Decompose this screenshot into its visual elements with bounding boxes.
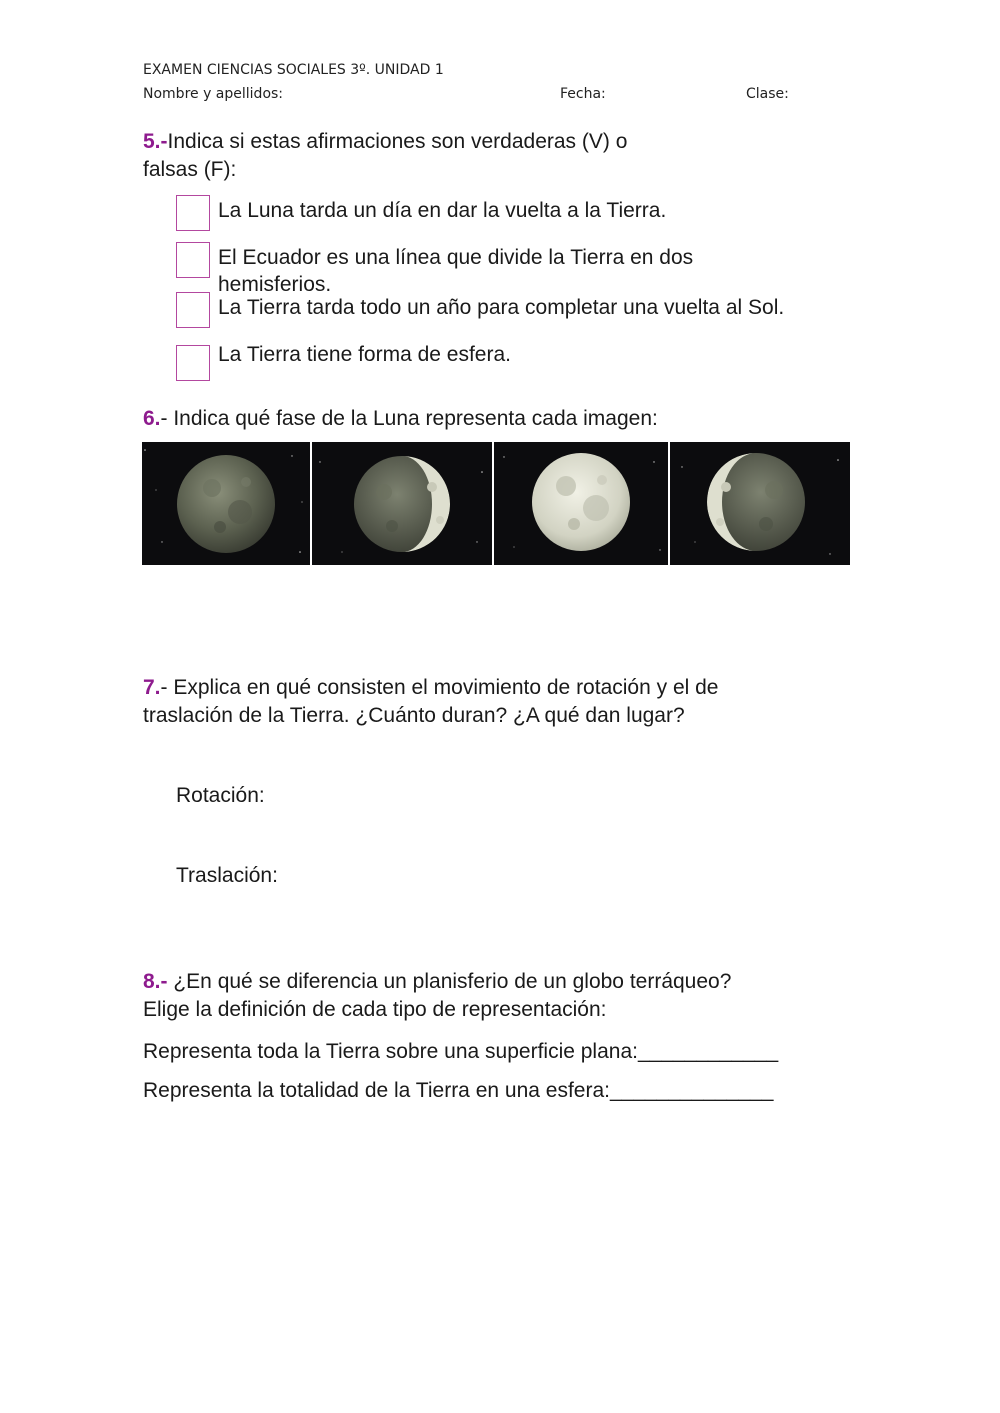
- answer-box[interactable]: [176, 195, 210, 231]
- statement-text: La Luna tarda un día en dar la vuelta a la Tierra.: [218, 199, 667, 222]
- statement-row: [176, 242, 858, 298]
- question-5-number: 5.-: [143, 130, 168, 153]
- class-label: Clase:: [746, 86, 789, 102]
- question-8: [143, 968, 903, 1024]
- question-7: [143, 674, 903, 730]
- question-7-text-line1: - Explica en qué consisten el movimiento de rotación y el de: [160, 676, 719, 699]
- question-6: [143, 405, 863, 433]
- answer-box[interactable]: [176, 242, 210, 278]
- answer-box[interactable]: [176, 345, 210, 381]
- statement-text: La Tierra tiene forma de esfera.: [218, 343, 511, 366]
- question-5-text-line2: falsas (F):: [143, 158, 237, 181]
- answer-box[interactable]: [176, 292, 210, 328]
- new-moon-image: [142, 442, 310, 565]
- date-label: Fecha:: [560, 86, 606, 102]
- question-6-number: 6.: [143, 407, 161, 430]
- moon-phases-strip: [142, 442, 850, 565]
- name-label: Nombre y apellidos:: [143, 86, 284, 102]
- question-8-text-line2: Elige la definición de cada tipo de representación:: [143, 998, 607, 1021]
- statement-text: La Tierra tarda todo un año para completar una vuelta al Sol.: [218, 296, 785, 319]
- question-8-text-line1: ¿En qué se diferencia un planisferio de un globo terráqueo?: [167, 970, 732, 993]
- full-moon-image: [494, 442, 668, 565]
- question-7-text-line2: traslación de la Tierra. ¿Cuánto duran? ¿A qué dan lugar?: [143, 704, 685, 727]
- rotation-label: Rotación:: [176, 784, 265, 807]
- waning-crescent-image: [312, 442, 492, 565]
- definition-globe[interactable]: Representa la totalidad de la Tierra en una esfera:______________: [143, 1079, 774, 1102]
- exam-title: EXAMEN CIENCIAS SOCIALES 3º. UNIDAD 1: [143, 62, 444, 78]
- statement-row: [176, 195, 858, 231]
- question-5: [143, 128, 863, 184]
- statement-text: El Ecuador es una línea que divide la Tierra en dos hemisferios.: [218, 246, 694, 296]
- question-6-text: - Indica qué fase de la Luna representa cada imagen:: [160, 407, 658, 430]
- question-5-text-line1: Indica si estas afirmaciones son verdaderas (V) o: [167, 130, 628, 153]
- translation-label: Traslación:: [176, 864, 278, 887]
- definition-planisphere[interactable]: Representa toda la Tierra sobre una superficie plana:____________: [143, 1040, 779, 1063]
- statement-row: [176, 292, 878, 328]
- waxing-crescent-image: [670, 442, 850, 565]
- question-7-number: 7.: [143, 676, 161, 699]
- statement-row: [176, 345, 858, 381]
- question-8-number: 8.-: [143, 970, 168, 993]
